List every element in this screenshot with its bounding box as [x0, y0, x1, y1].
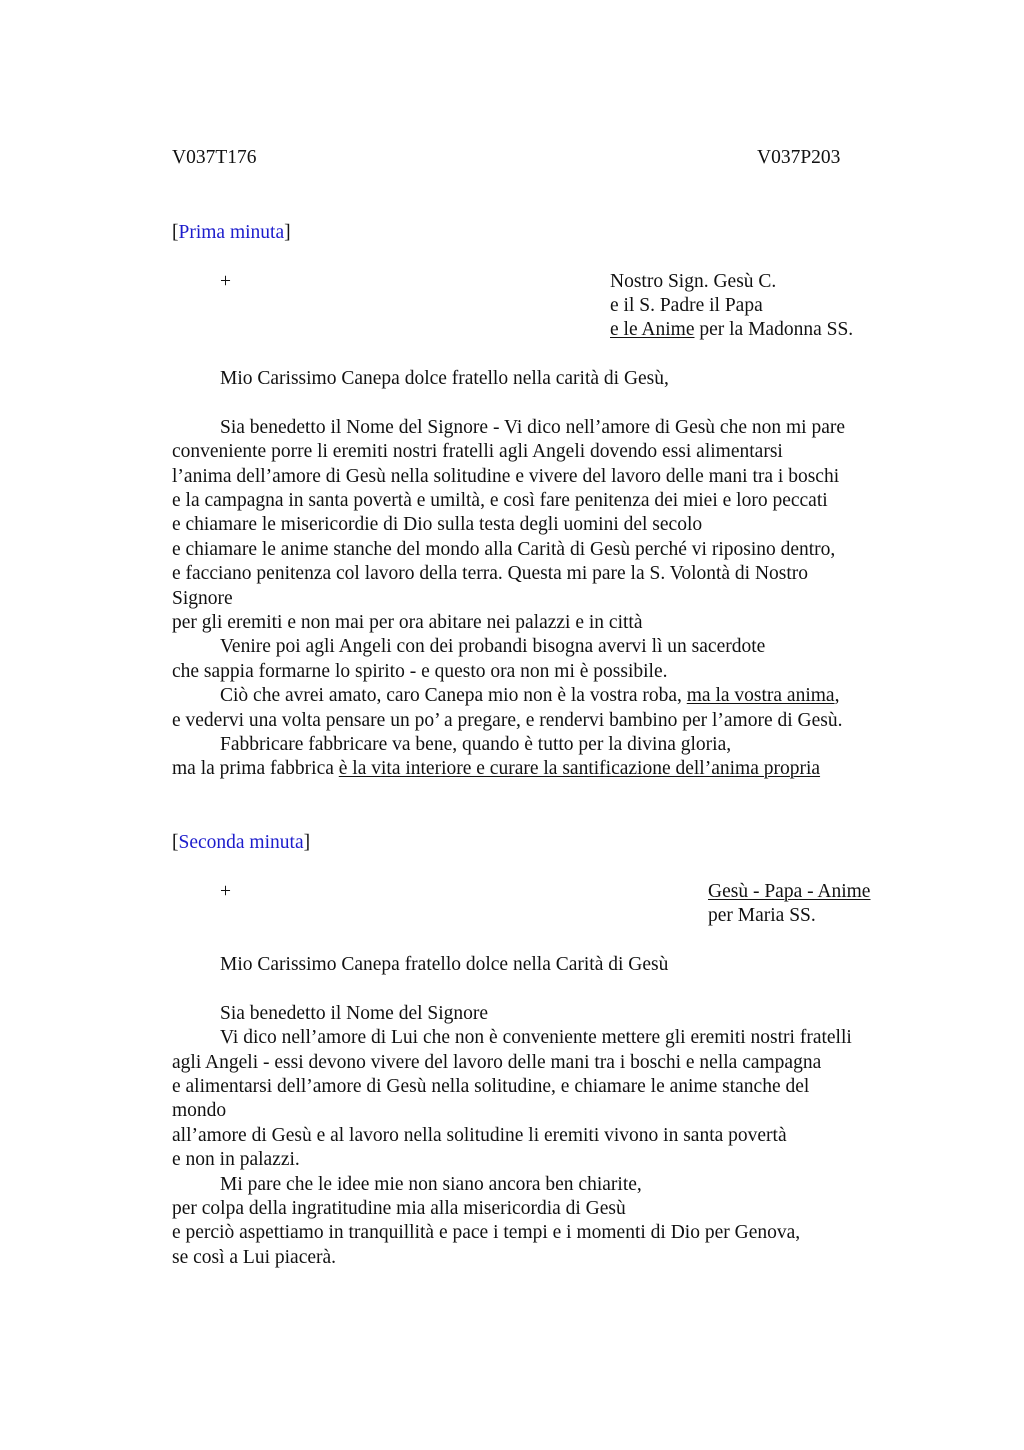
body-line: e chiamare le misericordie di Dio sulla testa degli uomini del secolo — [172, 514, 703, 535]
body-line: conveniente porre li eremiti nostri fratelli agli Angeli dovendo essi alimentarsi — [172, 441, 783, 462]
body-line: e la campagna in santa povertà e umiltà, e così fare penitenza dei miei e loro peccati — [172, 490, 828, 511]
text-run: , — [834, 685, 840, 706]
body-line: per colpa della ingratitudine mia alla misericordia di Gesù — [172, 1198, 626, 1219]
body-line: Signore — [172, 588, 233, 609]
address-line-1 — [708, 880, 870, 904]
body-line: Sia benedetto il Nome del Signore - Vi dico nell’amore di Gesù che non mi pare — [220, 417, 846, 438]
salutation: Mio Carissimo Canepa dolce fratello nella carità di Gesù, — [220, 368, 669, 389]
section-title: Seconda minuta — [178, 832, 304, 853]
address-underlined: Gesù - Papa - Anime — [708, 881, 871, 902]
body-line: che sappia formarne lo spirito - e questo ora non mi è possibile. — [172, 661, 668, 682]
body-line: e non in palazzi. — [172, 1149, 300, 1170]
body-line: Vi dico nell’amore di Lui che non è conveniente mettere gli eremiti nostri fratelli — [220, 1027, 852, 1048]
address-line-1: Nostro Sign. Gesù C. — [610, 271, 777, 292]
body-line: e facciano penitenza col lavoro della terra. Questa mi pare la S. Volontà di Nostro — [172, 563, 809, 584]
body-line: e alimentarsi dell’amore di Gesù nella solitudine, e chiamare le anime stanche del — [172, 1076, 810, 1097]
underlined-text: è la vita interiore e curare la santificazione dell’anima propria — [338, 758, 821, 779]
address-line-2: e il S. Padre il Papa — [610, 295, 763, 316]
body-line — [172, 757, 820, 781]
text-run: Ciò che avrei amato, caro Canepa mio non è la vostra roba, — [220, 685, 687, 706]
body-line: per gli eremiti e non mai per ora abitare nei palazzi e in città — [172, 612, 643, 633]
underlined-text: ma la vostra anima — [686, 685, 835, 706]
body-line: Mi pare che le idee mie non siano ancora ben chiarite, — [220, 1174, 642, 1195]
bracket-close: ] — [284, 222, 291, 243]
body-line: se così a Lui piacerà. — [172, 1247, 337, 1268]
section-heading-prima-minuta — [172, 221, 291, 245]
bracket-open: [ — [172, 222, 179, 243]
body-line: Fabbricare fabbricare va bene, quando è tutto per la divina gloria, — [220, 734, 732, 755]
address-line-3 — [610, 318, 853, 342]
section-heading-seconda-minuta — [172, 831, 310, 855]
body-line: e perciò aspettiamo in tranquillità e pace i tempi e i momenti di Dio per Genova, — [172, 1222, 801, 1243]
cross-symbol: + — [220, 881, 231, 902]
section-title: Prima minuta — [178, 222, 285, 243]
document-code-right: V037P203 — [757, 147, 841, 168]
body-line: agli Angeli - essi devono vivere del lavoro delle mani tra i boschi e nella campagna — [172, 1052, 822, 1073]
salutation: Mio Carissimo Canepa fratello dolce nella Carità di Gesù — [220, 954, 669, 975]
body-line: mondo — [172, 1100, 227, 1121]
body-line: Venire poi agli Angeli con dei probandi bisogna avervi lì un sacerdote — [220, 636, 766, 657]
body-line — [220, 684, 839, 708]
body-line: l’anima dell’amore di Gesù nella solitudine e vivere del lavoro delle mani tra i boschi — [172, 466, 840, 487]
body-line: all’amore di Gesù e al lavoro nella solitudine li eremiti vivono in santa povertà — [172, 1125, 787, 1146]
text-run: ma la prima fabbrica — [172, 758, 339, 779]
body-line: e chiamare le anime stanche del mondo alla Carità di Gesù perché vi riposino dentro, — [172, 539, 836, 560]
address-underlined: e le Anime — [610, 319, 695, 340]
body-line: e vedervi una volta pensare un po’ a pregare, e rendervi bambino per l’amore di Gesù. — [172, 710, 843, 731]
bracket-open: [ — [172, 832, 179, 853]
body-line: Sia benedetto il Nome del Signore — [220, 1003, 489, 1024]
cross-symbol: + — [220, 271, 231, 292]
bracket-close: ] — [303, 832, 311, 853]
address-rest: per la Madonna SS. — [694, 319, 854, 340]
document-code-left: V037T176 — [172, 147, 257, 168]
address-line-2: per Maria SS. — [708, 905, 816, 926]
